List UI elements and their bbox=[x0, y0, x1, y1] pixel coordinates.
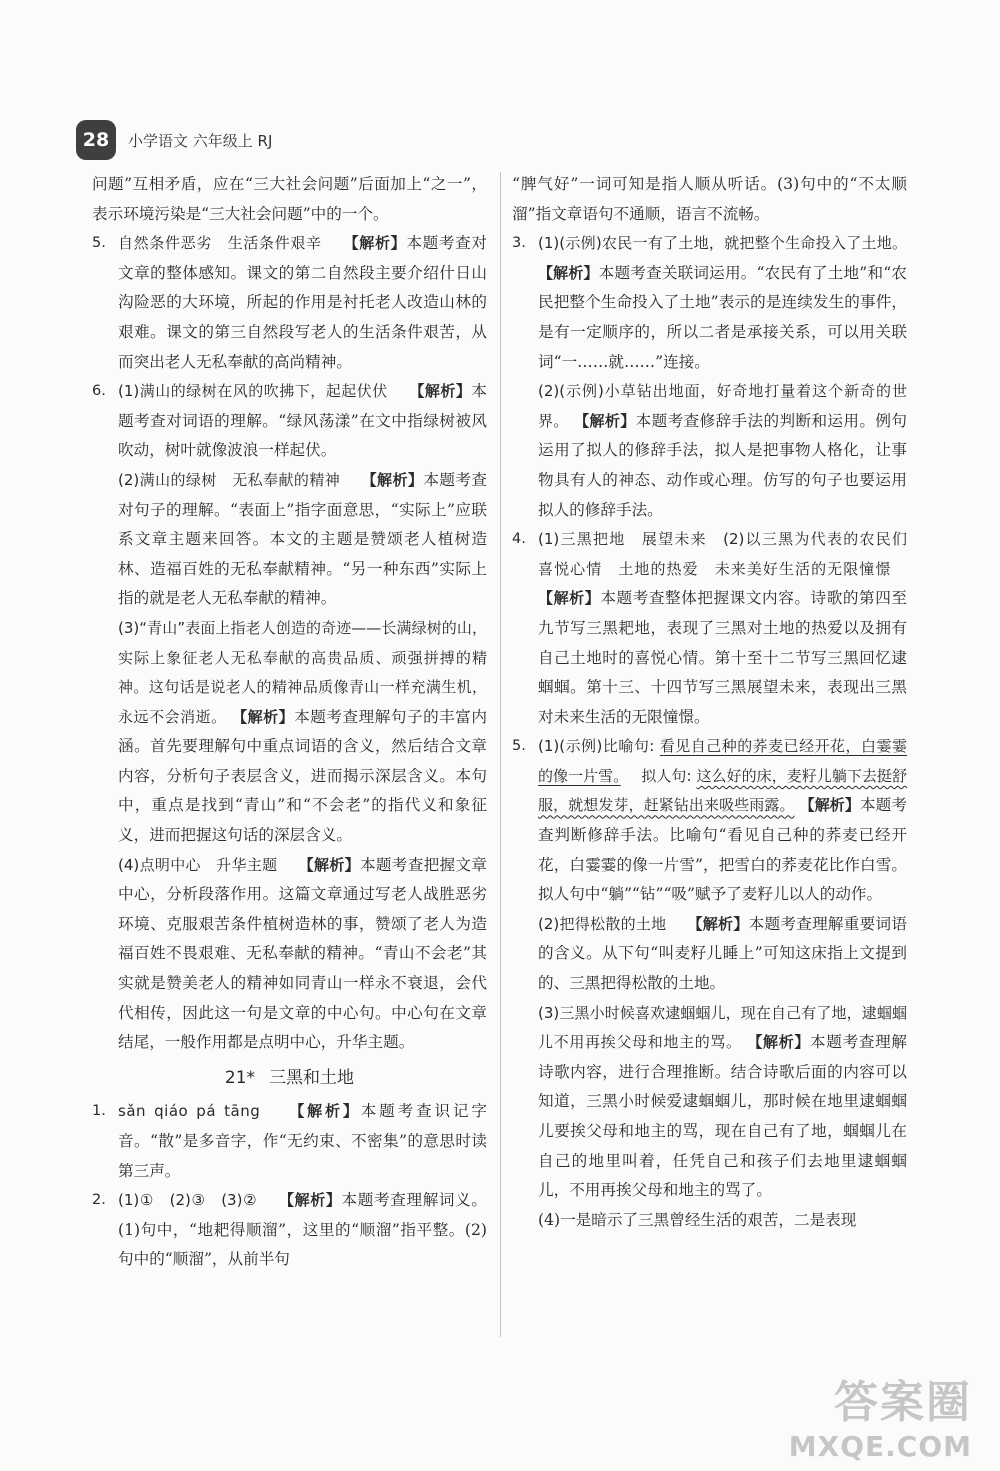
analysis-tag: 【解析】 bbox=[538, 589, 601, 608]
sub-answer bbox=[512, 377, 907, 525]
analysis-tag: 【解析】 bbox=[343, 234, 407, 253]
analysis-text: 本题考查修辞手法的判断和运用。例句运用了拟人的修辞手法，拟人是把事物人格化，让事物具有人的神态、动作或心理。仿写的句子也要运用拟人的修辞手法。 bbox=[538, 411, 907, 519]
continued-text: 问题”互相矛盾，应在“三大社会问题”后面加上“之一”，表示环境污染是“三大社会问题”中的一个。 bbox=[92, 175, 487, 223]
answer-text: (2)(示例)小草钻出地面，好奇地打量着这个新奇的世界。 bbox=[538, 382, 907, 430]
sub-answer bbox=[92, 466, 487, 614]
analysis-text: 本题考查理解词义。(1)句中，“地耙得顺溜”，这里的“顺溜”指平整。(2)句中的“顺溜”，从前半句 bbox=[118, 1191, 487, 1269]
analysis-tag: 【解析】 bbox=[361, 470, 424, 489]
answer-text: (1)(示例)比喻句: bbox=[538, 737, 655, 756]
analysis-tag: 【解析】 bbox=[289, 1102, 361, 1121]
sub-answer bbox=[512, 999, 907, 1206]
sub-answer bbox=[512, 1206, 907, 1236]
answer-text: (3)“青山”表面上指老人创造的奇迹——长满绿树的山，实际上象征老人无私奉献的高贵品质、顽强拼搏的精神。这句话是说老人的精神品质像青山一样充满生机，永远不会消逝。 bbox=[118, 618, 487, 726]
section-name: 三黑和土地 bbox=[269, 1067, 355, 1088]
answer-item-5 bbox=[512, 732, 907, 910]
analysis-text: 本题考查整体把握课文内容。诗歌的第四至九节写三黑耙地，表现了三黑对土地的热爱以及拥有自己土地时的喜悦心情。第十至十二节写三黑回忆逮蝈蝈。第十三、十四节写三黑展望未来，表现出三黑对未来生活的无限憧憬。 bbox=[538, 589, 907, 726]
analysis-tag: 【解析】 bbox=[747, 1033, 811, 1052]
analysis-text: 本题考查识记字音。“散”是多音字，作“无约束、不密集”的意思时读第三声。 bbox=[118, 1102, 487, 1180]
analysis-text: 本题考查理解句子的丰富内涵。首先要理解句中重点词语的含义，然后结合文章内容，分析句子表层含义，进而揭示深层含义。本句中，重点是找到“青山”和“不会老”的指代义和象征义，进而把握这句话的深层含义。 bbox=[118, 707, 487, 845]
page-header bbox=[76, 118, 272, 162]
sub-answer bbox=[92, 614, 487, 851]
analysis-tag: 【解析】 bbox=[279, 1191, 342, 1210]
personification-label: 拟人句: bbox=[641, 766, 692, 785]
analysis-text: 本题考查对文章的整体感知。课文的第二自然段主要介绍什日山沟险恶的大环境，所起的作用是衬托老人改造山林的艰难。课文的第三自然段写老人的生活条件艰苦，从而突出老人无私奉献的高尚精神。 bbox=[118, 234, 487, 371]
analysis-tag: 【解析】 bbox=[687, 914, 749, 933]
answer-item-2 bbox=[92, 1186, 487, 1275]
analysis-text: 本题考查把握文章中心，分析段落作用。这篇文章通过写老人战胜恶劣环境、克服艰苦条件植树造林的事，赞颂了老人为造福百姓不畏艰难、无私奉献的精神。“青山不会老”其实就是赞美老人的精神如同青山一样永不衰退，会代代相传，因此这一句是文章的中心句。中心句在文章结尾，一般作用都是点明中心，升华主题。 bbox=[118, 855, 487, 1052]
answer-text: (1)三黑把地 展望未来 (2)以三黑为代表的农民们 喜悦心情 土地的热爱 未来美好生活的无限憧憬 bbox=[538, 530, 923, 578]
analysis-text: 本题考查对词语的理解。“绿风荡漾”在文中指绿树被风吹动，树叶就像波浪一样起伏。 bbox=[118, 382, 487, 460]
item-number: 6. bbox=[92, 383, 106, 400]
answer-text: (2)把得松散的土地 bbox=[538, 914, 667, 933]
analysis-text: 本题考查理解诗歌内容，进行合理推断。结合诗歌后面的内容可以知道，三黑小时候爱逮蝈蝈儿，那时候在地里逮蝈蝈儿要挨父母和地主的骂，现在自己有了地，蝈蝈儿在自己的地里叫着，任凭自己和孩子们去地里逮蝈蝈儿，不用再挨父母和地主的骂了。 bbox=[538, 1033, 907, 1200]
section-title bbox=[92, 1064, 487, 1094]
item-number: 1. bbox=[92, 1103, 106, 1120]
answer-item-4 bbox=[512, 525, 923, 732]
answer-text: (3)三黑小时候喜欢逮蝈蝈儿，现在自己有了地，逮蝈蝈儿不用再挨父母和地主的骂。 bbox=[538, 1003, 907, 1052]
left-column bbox=[92, 170, 487, 1275]
site-watermark bbox=[789, 1366, 972, 1463]
answer-text: (1)① (2)③ (3)② bbox=[118, 1191, 258, 1210]
right-column bbox=[512, 170, 923, 1235]
simile-sentence: 看见自己种的荞麦已经开花，白霎霎的像一片雪。 bbox=[538, 737, 907, 785]
watermark-url: MXQE.COM bbox=[788, 1430, 972, 1463]
continued-text: “脾气好”一词可知是指人顺从听话。(3)句中的“不太顺溜”指文章语句不通顺，语言不流畅。 bbox=[512, 175, 907, 223]
analysis-tag: 【解析】 bbox=[574, 411, 636, 430]
answer-text: (2)满山的绿树 无私奉献的精神 bbox=[118, 470, 341, 489]
analysis-text: 本题考查理解重要词语的含义。从下句“叫麦籽儿睡上”可知这床指上文提到的、三黑把得松散的土地。 bbox=[538, 914, 907, 993]
analysis-tag: 【解析】 bbox=[409, 382, 472, 401]
item-number: 5. bbox=[512, 738, 526, 755]
item-number: 4. bbox=[512, 531, 526, 548]
analysis-text: 本题考查判断修辞手法。比喻句“看见自己种的荞麦已经开花，白霎霎的像一片雪”，把雪白的荞麦花比作白雪。拟人句中“躺”“钻”“吸”赋予了麦籽儿以人的动作。 bbox=[538, 796, 907, 904]
answer-item-6 bbox=[92, 377, 487, 466]
answer-item-1 bbox=[92, 1097, 487, 1186]
answer-item-3 bbox=[512, 229, 907, 377]
analysis-tag: 【解析】 bbox=[799, 796, 860, 815]
analysis-tag: 【解析】 bbox=[538, 263, 599, 282]
personification-sentence: 这么好的床，麦籽儿躺下去挺舒服，就想发芽，赶紧钻出来吸些雨露。 bbox=[538, 766, 907, 815]
watermark-text: 答案圈 bbox=[834, 1377, 972, 1428]
analysis-text: 本题考查对句子的理解。“表面上”指字面意思，“实际上”应联系文章主题来回答。本文的主题是赞颂老人植树造林、造福百姓的无私奉献精神。“另一种东西”实际上指的就是老人无私奉献的精神。 bbox=[118, 470, 487, 608]
sub-answer bbox=[92, 851, 487, 1058]
column-divider bbox=[500, 172, 501, 1337]
book-title: 小学语文 六年级上 RJ bbox=[128, 131, 273, 150]
item-number: 2. bbox=[92, 1192, 106, 1209]
sub-answer bbox=[512, 910, 907, 999]
page-number-badge: 28 bbox=[76, 120, 116, 160]
answer-text: (4)点明中心 升华主题 bbox=[118, 855, 278, 874]
answer-text: 自然条件恶劣 生活条件艰辛 bbox=[118, 234, 322, 253]
analysis-tag: 【解析】 bbox=[298, 855, 360, 874]
item-number: 5. bbox=[92, 235, 106, 252]
item-number: 3. bbox=[512, 235, 526, 252]
analysis-text: 本题考查关联词运用。“农民有了土地”和“农民把整个生命投入了土地”表示的是连续发生的事件，是有一定顺序的，所以二者是承接关系，可以用关联词“一……就……”连接。 bbox=[538, 263, 907, 371]
section-number: 21* bbox=[224, 1067, 256, 1088]
analysis-tag: 【解析】 bbox=[232, 707, 295, 726]
answer-text: sǎn qiáo pá tāng bbox=[118, 1102, 261, 1121]
answer-item-5 bbox=[92, 229, 487, 377]
answer-text: (1)满山的绿树在风的吹拂下，起起伏伏 bbox=[118, 382, 388, 401]
answer-text: (4)一是暗示了三黑曾经生活的艰苦，二是表现 bbox=[538, 1210, 857, 1229]
answer-text: (1)(示例)农民一有了土地，就把整个生命投入了土地。 bbox=[538, 234, 907, 253]
